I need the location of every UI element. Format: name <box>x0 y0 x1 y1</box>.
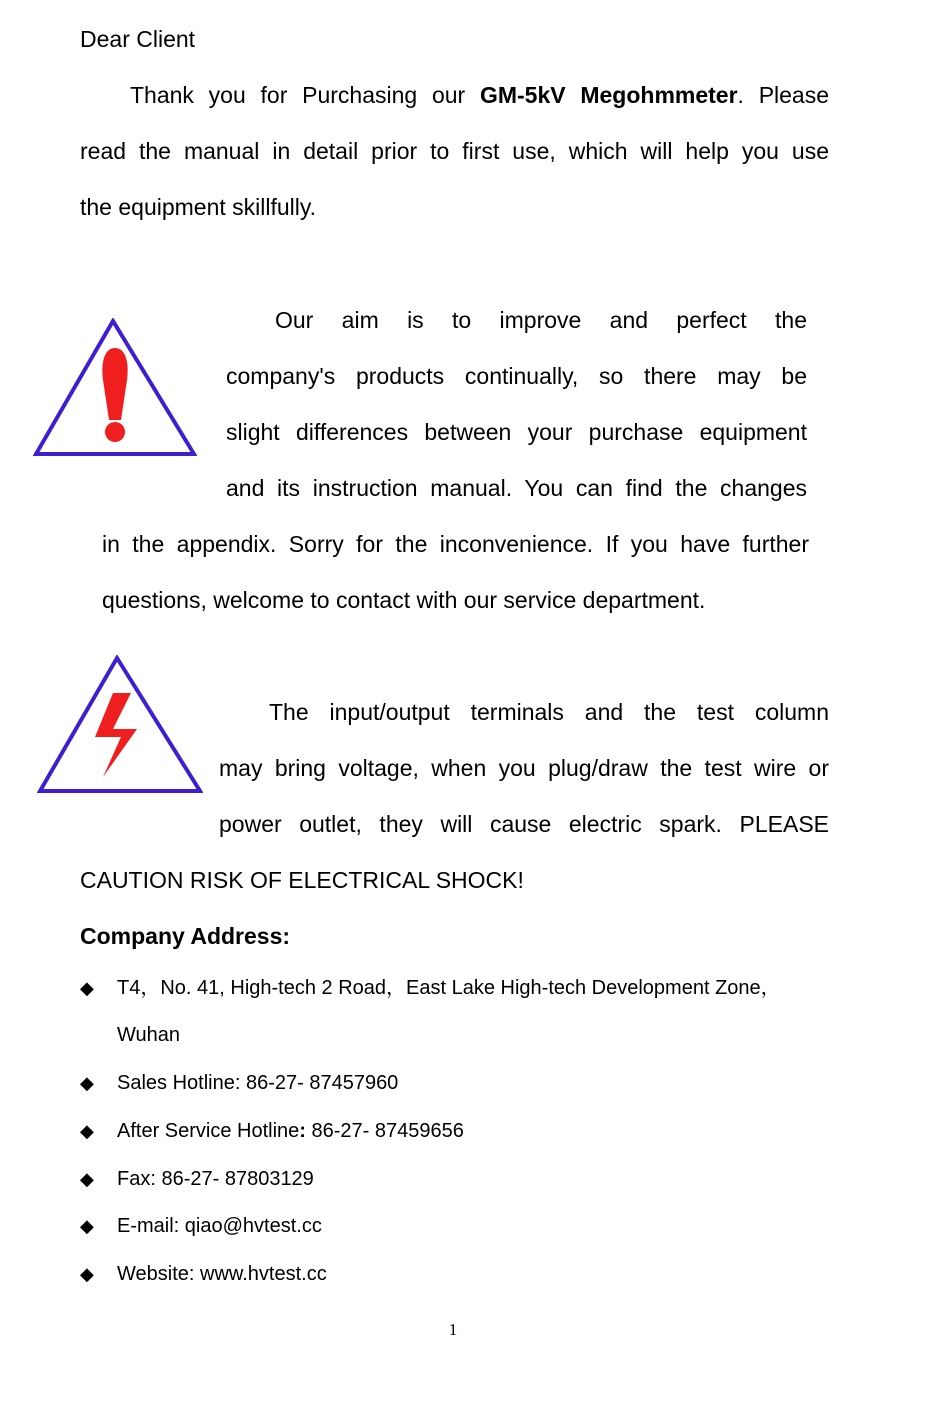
notice-line-3: slight differences between your purchase equipment <box>226 419 807 445</box>
bullet-icon: ◆ <box>80 1264 94 1284</box>
high-voltage-triangle-icon <box>37 655 203 795</box>
greeting: Dear Client <box>80 26 196 52</box>
bullet-icon: ◆ <box>80 1216 94 1236</box>
exclamation-dot <box>105 422 125 442</box>
bullet-icon: ◆ <box>80 1169 94 1189</box>
company-address-heading: Company Address: <box>80 923 291 949</box>
after-service-hotline <box>117 1119 464 1143</box>
product-name: GM-5kV Megohmmeter <box>479 82 738 108</box>
sales-hotline: Sales Hotline: 86-27- 87457960 <box>117 1072 399 1094</box>
address-line-1: T4，No. 41, High-tech 2 Road，East Lake High-tech Development Zone， <box>117 977 781 999</box>
exclamation-triangle-icon <box>33 318 197 458</box>
intro-line-2: read the manual in detail prior to first use, which will help you use <box>80 138 829 164</box>
bullet-icon: ◆ <box>80 978 94 998</box>
bullet-icon: ◆ <box>80 1121 94 1141</box>
notice-line-1: Our aim is to improve and perfect the <box>275 307 807 333</box>
after-service-colon: : <box>299 1120 306 1142</box>
page-number: 1 <box>448 1320 458 1339</box>
warning-line-3: power outlet, they will cause electric spark. PLEASE <box>219 811 829 837</box>
after-service-label: After Service Hotline <box>117 1120 300 1142</box>
lightning-bolt-icon <box>95 693 137 777</box>
fax-number: Fax: 86-27- 87803129 <box>117 1168 314 1190</box>
intro-line-1 <box>130 81 829 109</box>
bullet-icon: ◆ <box>80 1073 94 1093</box>
intro-text-tail: . Please <box>737 82 830 108</box>
email-address: E-mail: qiao@hvtest.cc <box>117 1215 322 1237</box>
after-service-value: 86-27- 87459656 <box>305 1120 464 1142</box>
notice-line-6: questions, welcome to contact with our service department. <box>102 587 706 613</box>
warning-line-2: may bring voltage, when you plug/draw the test wire or <box>219 755 829 781</box>
notice-line-4: and its instruction manual. You can find the changes <box>226 475 807 501</box>
triangle-outline <box>40 658 200 791</box>
website-url: Website: www.hvtest.cc <box>117 1263 327 1285</box>
warning-line-1: The input/output terminals and the test column <box>269 699 829 725</box>
intro-text: Thank you for Purchasing our <box>130 82 480 108</box>
notice-line-2: company's products continually, so there may be <box>226 363 807 389</box>
address-line-2: Wuhan <box>117 1024 181 1046</box>
warning-line-4: CAUTION RISK OF ELECTRICAL SHOCK! <box>80 867 524 893</box>
exclamation-bar <box>102 348 127 420</box>
intro-line-3: the equipment skillfully. <box>80 194 317 220</box>
notice-line-5: in the appendix. Sorry for the inconvenience. If you have further <box>102 531 809 557</box>
